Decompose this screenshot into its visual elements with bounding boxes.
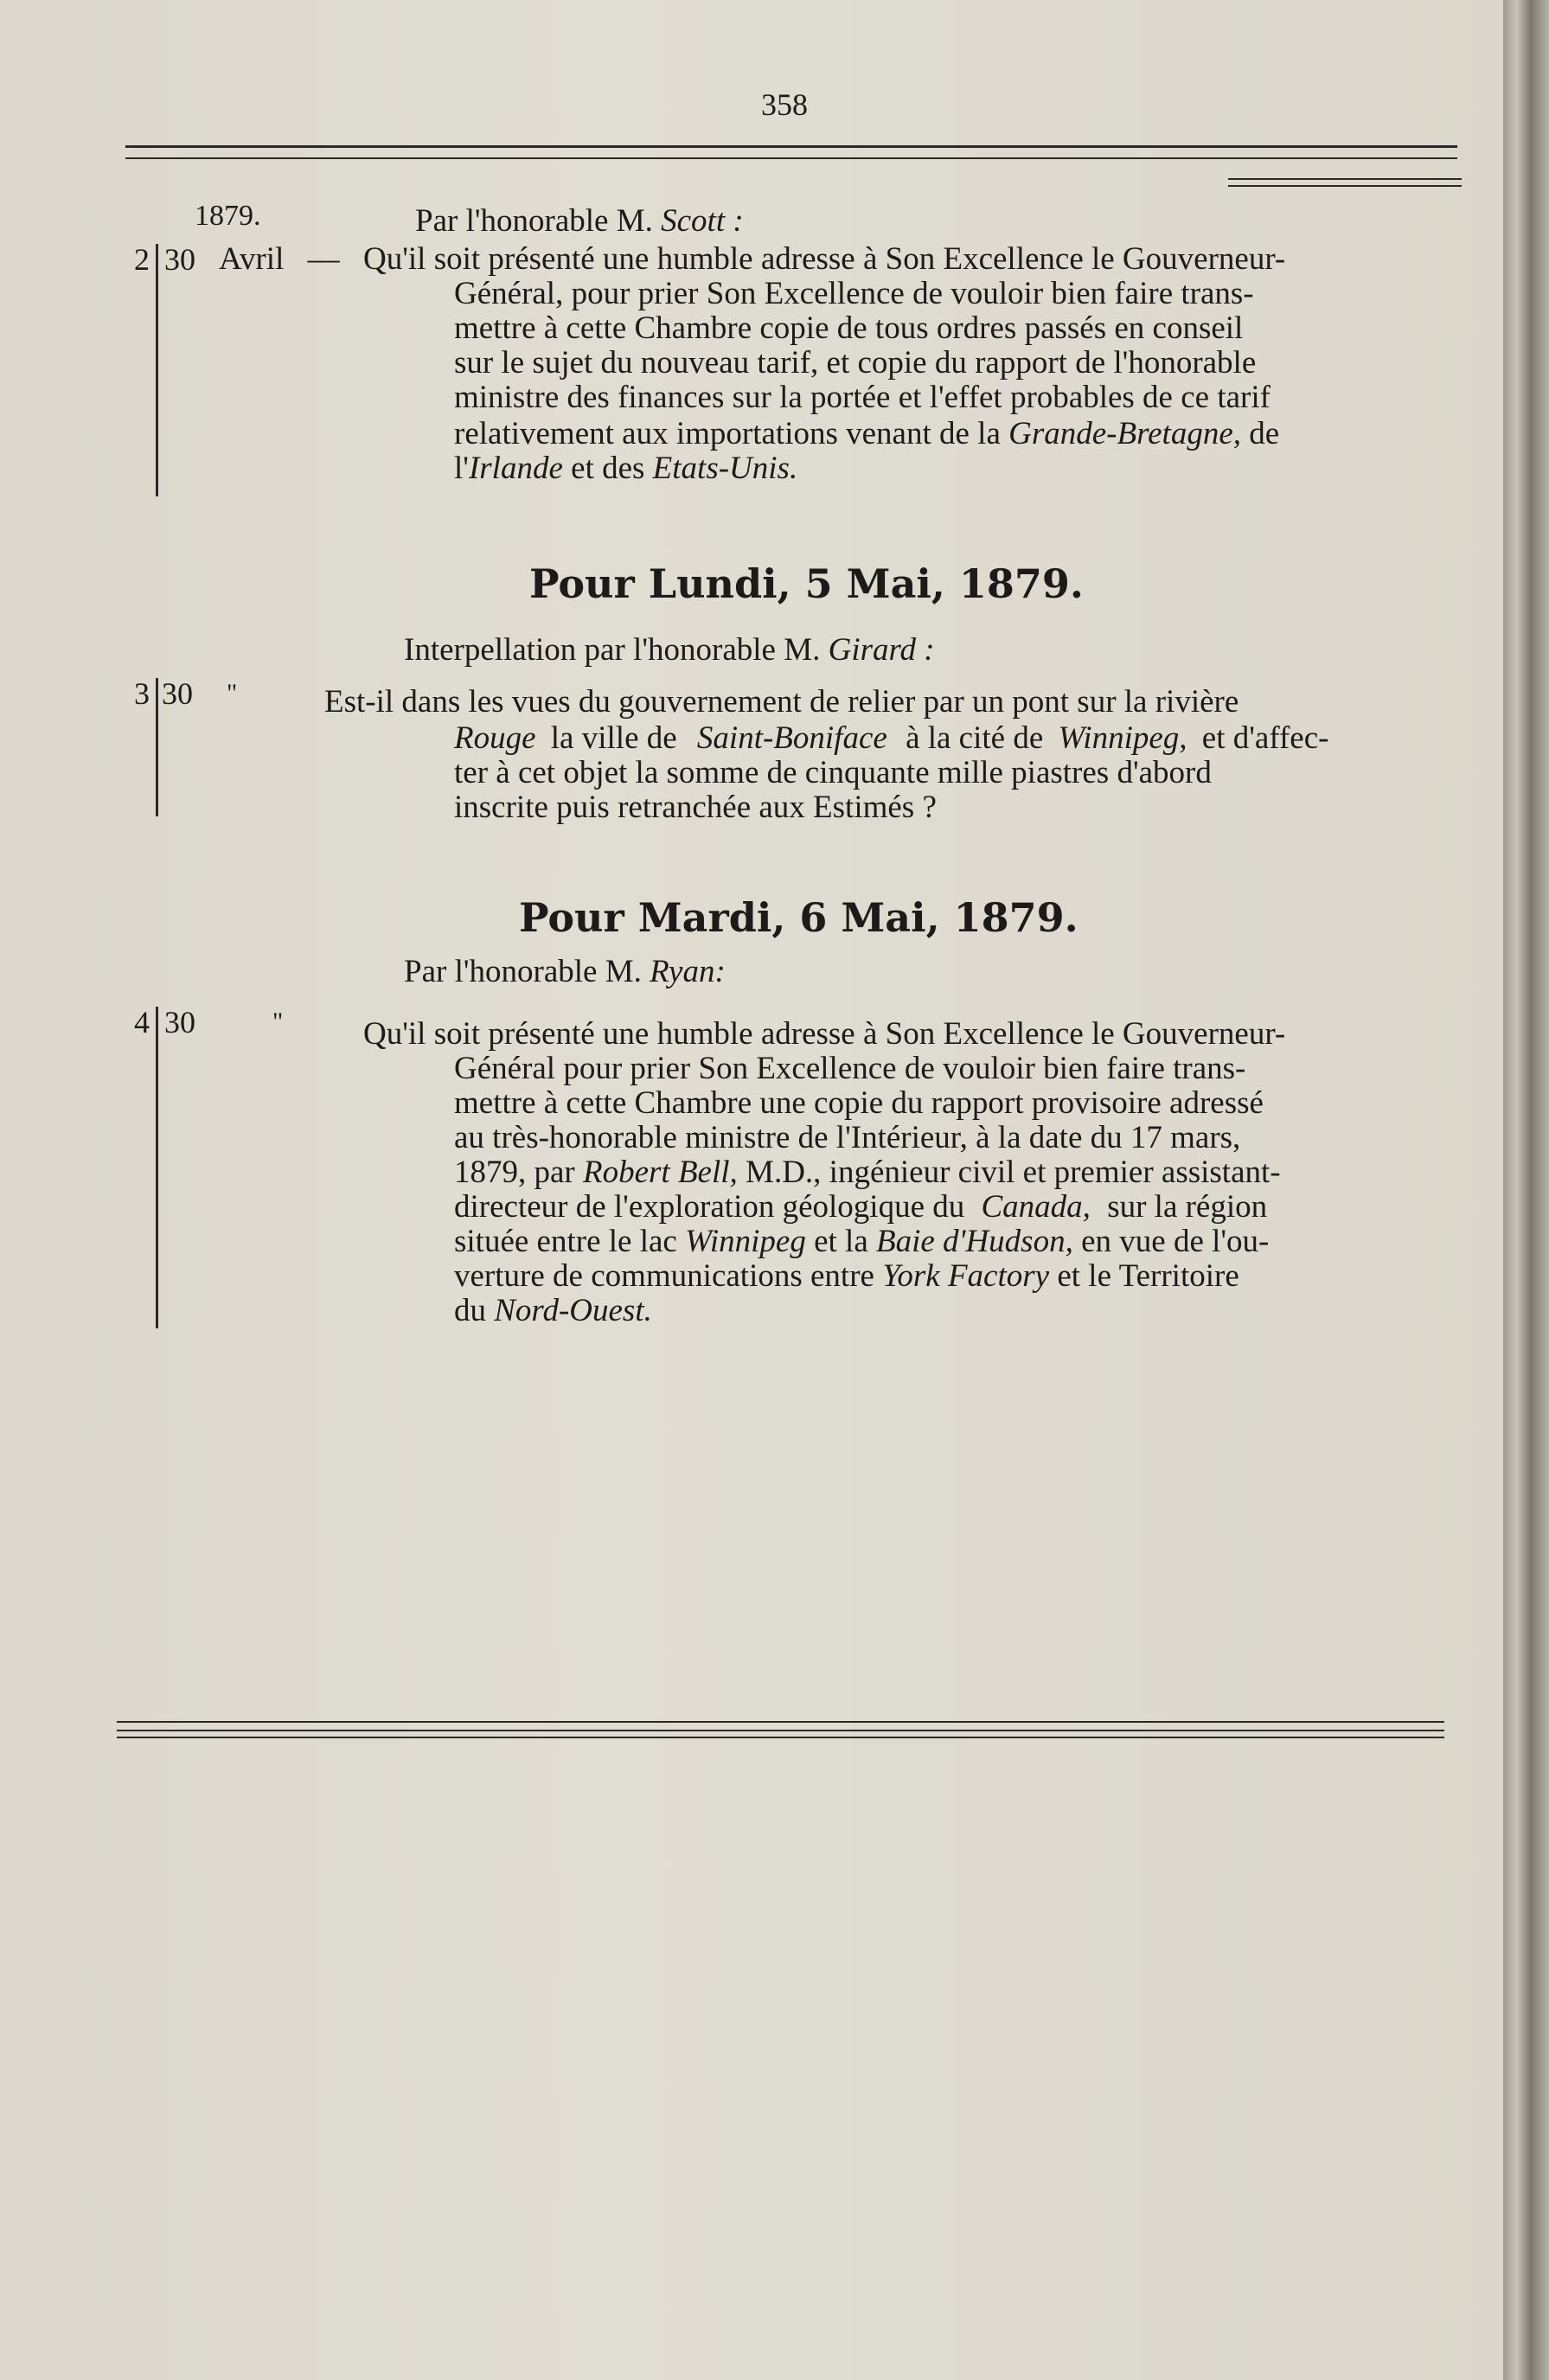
place-name: Baie d'Hudson, [876,1224,1073,1259]
text-segment: M.D., ingénieur civil et premier assistant- [746,1155,1281,1190]
mover-name: Ryan: [650,954,726,989]
entry-1-number: 2 [134,242,150,277]
page-number: 358 [761,87,808,122]
mover-name: Scott : [661,203,744,239]
top-rule-2 [125,157,1457,159]
entry-1-line-6 [454,417,1279,451]
entry-3-line-4: au très-honorable ministre de l'Intérieur, à la date du 17 mars, [454,1120,1241,1155]
entry-3-line-9 [454,1294,652,1328]
text-segment: et la [814,1224,868,1259]
bottom-rule-2 [117,1730,1444,1731]
place-name: Irlande [468,451,563,486]
entry-1-line-7 [454,451,797,486]
heading-lundi: Pour Lundi, 5 Mai, 1879. [529,560,1084,607]
book-spine-edge [1503,0,1549,2380]
place-name: Canada, [981,1189,1091,1225]
place-name: York Factory [882,1258,1050,1294]
place-name: Winnipeg, [1058,720,1187,756]
entry-3-ditto: " [272,1008,284,1036]
text-segment: du [454,1293,486,1328]
text-segment: située entre le lac [454,1224,677,1259]
entry-3-day: 30 [164,1005,195,1040]
entry-2-line-3: ter à cet objet la somme de cinquante mille piastres d'abord [454,755,1212,790]
text-segment: et d'affec- [1201,720,1329,756]
entry-2-ditto: " [227,679,238,707]
person-name: Robert Bell, [583,1155,738,1190]
place-name: Winnipeg [685,1224,806,1259]
entry-2-line-1: Est-il dans les vues du gouvernement de relier par un pont sur la rivière [324,684,1239,720]
bottom-rule-3 [117,1737,1444,1738]
entry-1-line-3: mettre à cette Chambre copie de tous ordres passés en conseil [454,310,1244,346]
text-segment: de [1249,416,1280,451]
place-name: Nord-Ouest. [494,1293,652,1328]
entry-1-line-1: Qu'il soit présenté une humble adresse à Son Excellence le Gouverneur- [363,241,1286,277]
text-segment: et le Territoire [1057,1258,1239,1294]
text-segment: relativement aux importations venant de la [454,416,1001,451]
entry-1-year: 1879. [195,200,261,232]
entry-2-line-4: inscrite puis retranchée aux Estimés ? [454,790,937,825]
interp-name: Girard : [828,632,935,668]
entry-3-line-8 [454,1259,1239,1294]
dash: — [307,241,340,277]
text-segment: à la cité de [906,720,1044,756]
entry-1-mover [415,204,744,239]
place-name: Etats-Unis. [652,451,798,486]
text-segment: directeur de l'exploration géologique du [454,1189,965,1225]
place-name: Saint-Boniface [696,720,887,756]
mover-prefix: Par l'honorable M. [404,954,642,989]
top-rule-1 [125,145,1457,148]
text-segment: et des [571,451,645,486]
entry-1-margin-bar [156,244,158,496]
entry-2-day: 30 [162,676,193,711]
text-segment: l' [454,451,469,486]
entry-3-margin-bar [156,1007,158,1328]
entry-3-line-5 [454,1155,1281,1190]
text-segment: 1879, par [454,1155,575,1190]
entry-3-mover [404,955,726,989]
top-rule-4 [1228,185,1462,187]
entry-2-margin-bar [156,678,158,816]
place-name: Rouge [454,720,536,756]
top-rule-3 [1228,178,1462,180]
place-name: Grande-Bretagne, [1008,416,1241,451]
entry-1-line-5: ministre des finances sur la portée et l'effet probables de ce tarif [454,380,1271,415]
entry-2-number: 3 [134,676,150,711]
mover-prefix: Par l'honorable M. [415,203,653,239]
text-segment: en vue de l'ou- [1081,1224,1270,1259]
entry-3-line-3: mettre à cette Chambre une copie du rapport provisoire adressé [454,1085,1264,1121]
entry-1-line-4: sur le sujet du nouveau tarif, et copie du rapport de l'honorable [454,345,1257,381]
entry-2-interpellation [404,633,935,668]
text-segment: verture de communications entre [454,1258,874,1294]
text-segment: sur la région [1107,1189,1268,1225]
month-label: Avril [219,241,285,277]
entry-3-line-2: Général pour prier Son Excellence de vouloir bien faire trans- [454,1051,1246,1086]
entry-1-month [219,242,340,277]
entry-3-line-1: Qu'il soit présenté une humble adresse à Son Excellence le Gouverneur- [363,1016,1286,1052]
entry-2-line-2 [454,721,1328,756]
entry-1-line-2: Général, pour prier Son Excellence de vouloir bien faire trans- [454,276,1254,311]
entry-3-line-7 [454,1225,1269,1259]
entry-1-day: 30 [164,242,195,277]
text-segment: la ville de [550,720,677,756]
bottom-rule-1 [117,1721,1444,1723]
entry-3-line-6 [454,1190,1267,1225]
heading-mardi: Pour Mardi, 6 Mai, 1879. [519,894,1079,941]
entry-3-number: 4 [134,1005,150,1040]
interp-prefix: Interpellation par l'honorable M. [404,632,821,668]
